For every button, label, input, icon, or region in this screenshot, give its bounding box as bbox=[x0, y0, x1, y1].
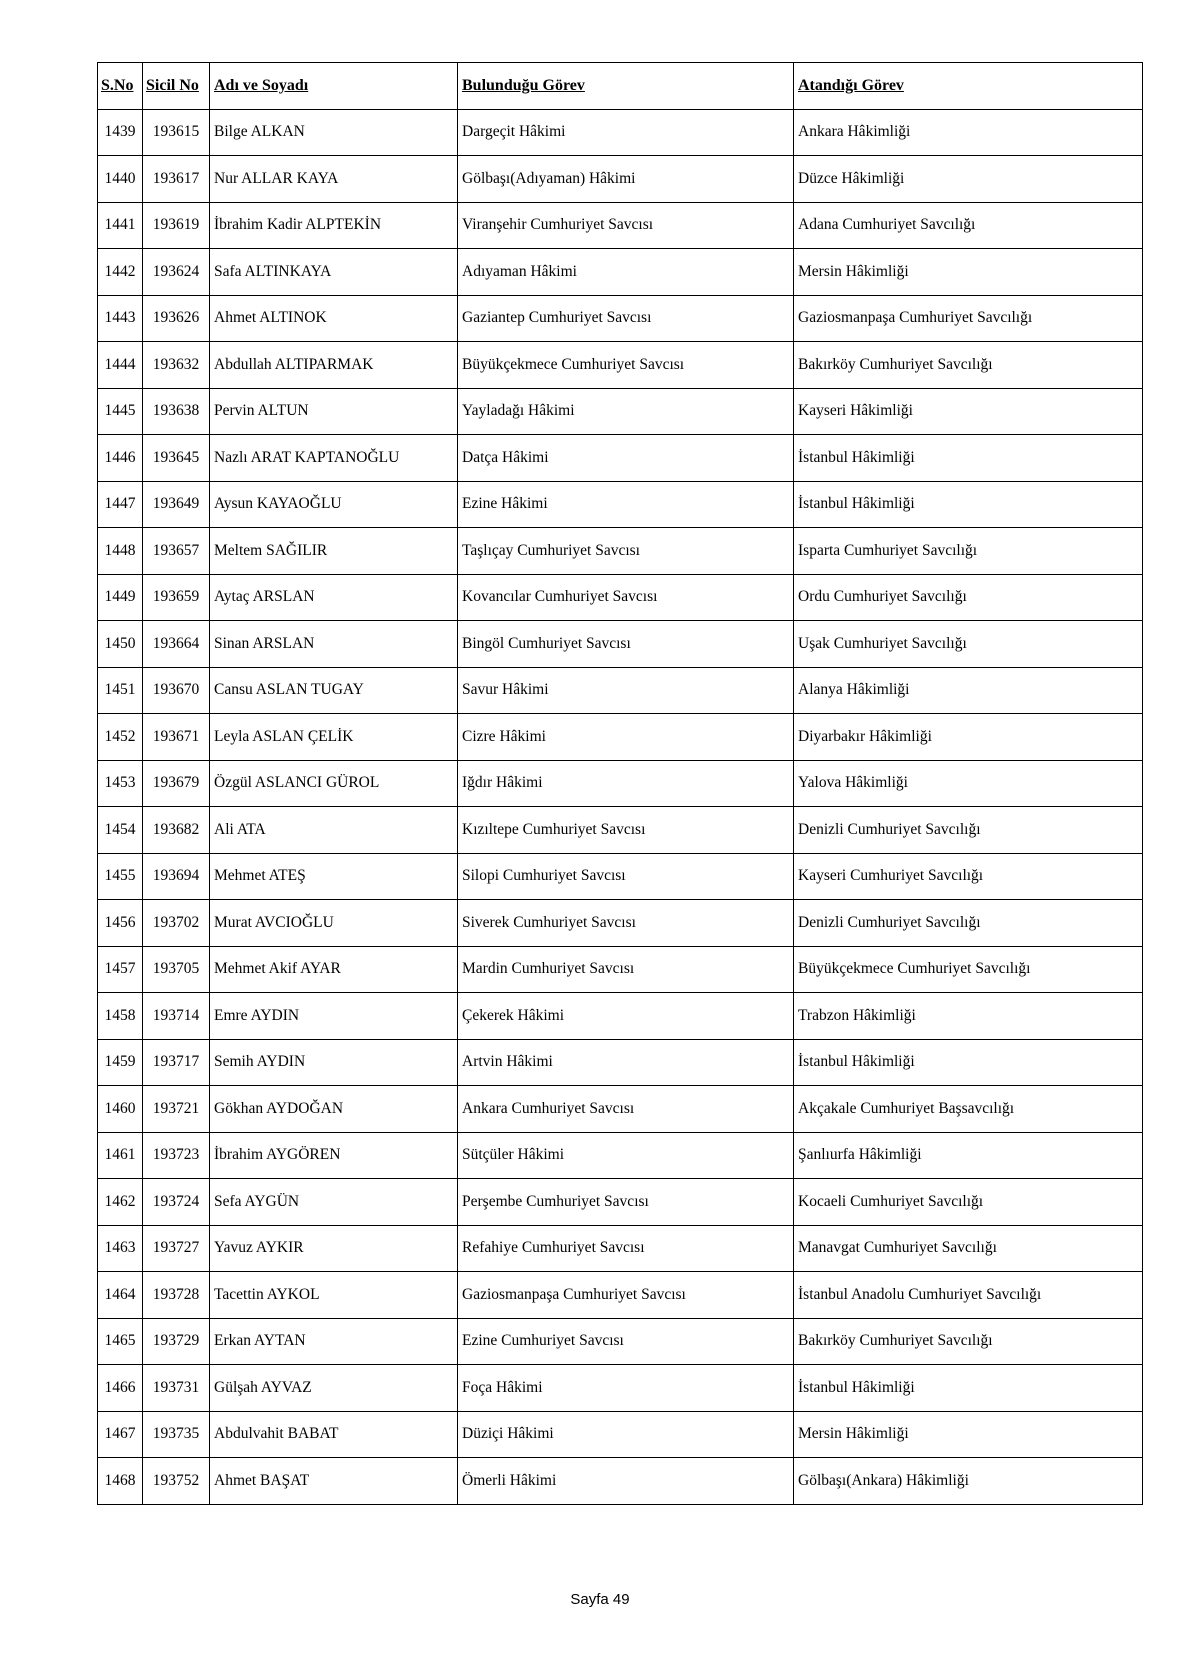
header-sno: S.No bbox=[98, 63, 143, 110]
cell-current-position: Kovancılar Cumhuriyet Savcısı bbox=[458, 574, 794, 621]
cell-current-position: Gaziosmanpaşa Cumhuriyet Savcısı bbox=[458, 1272, 794, 1319]
table-row bbox=[98, 156, 1143, 203]
cell-sicil-no: 193671 bbox=[143, 714, 210, 761]
cell-current-position: Mardin Cumhuriyet Savcısı bbox=[458, 946, 794, 993]
cell-sicil-no: 193657 bbox=[143, 528, 210, 575]
cell-current-position: Refahiye Cumhuriyet Savcısı bbox=[458, 1225, 794, 1272]
cell-assigned-position: Manavgat Cumhuriyet Savcılığı bbox=[794, 1225, 1143, 1272]
table-row bbox=[98, 1179, 1143, 1226]
cell-sicil-no: 193659 bbox=[143, 574, 210, 621]
cell-assigned-position: Bakırköy Cumhuriyet Savcılığı bbox=[794, 342, 1143, 389]
page-number: Sayfa 49 bbox=[570, 1591, 630, 1608]
table-row bbox=[98, 295, 1143, 342]
cell-sno: 1451 bbox=[98, 667, 143, 714]
cell-current-position: Bingöl Cumhuriyet Savcısı bbox=[458, 621, 794, 668]
table-row bbox=[98, 342, 1143, 389]
table-row bbox=[98, 1458, 1143, 1505]
table-row bbox=[98, 109, 1143, 156]
cell-name: Abdulvahit BABAT bbox=[210, 1411, 458, 1458]
cell-assigned-position: Trabzon Hâkimliği bbox=[794, 993, 1143, 1040]
cell-assigned-position: Uşak Cumhuriyet Savcılığı bbox=[794, 621, 1143, 668]
cell-assigned-position: Şanlıurfa Hâkimliği bbox=[794, 1132, 1143, 1179]
cell-name: Safa ALTINKAYA bbox=[210, 249, 458, 296]
cell-assigned-position: Mersin Hâkimliği bbox=[794, 1411, 1143, 1458]
table-row bbox=[98, 1225, 1143, 1272]
cell-sno: 1442 bbox=[98, 249, 143, 296]
cell-sno: 1454 bbox=[98, 807, 143, 854]
cell-name: Tacettin AYKOL bbox=[210, 1272, 458, 1319]
cell-sicil-no: 193721 bbox=[143, 1086, 210, 1133]
cell-sno: 1452 bbox=[98, 714, 143, 761]
cell-assigned-position: Denizli Cumhuriyet Savcılığı bbox=[794, 900, 1143, 947]
cell-current-position: Sütçüler Hâkimi bbox=[458, 1132, 794, 1179]
cell-name: Mehmet ATEŞ bbox=[210, 853, 458, 900]
cell-assigned-position: Denizli Cumhuriyet Savcılığı bbox=[794, 807, 1143, 854]
cell-current-position: Dargeçit Hâkimi bbox=[458, 109, 794, 156]
header-current-position: Bulunduğu Görev bbox=[458, 63, 794, 110]
cell-sno: 1440 bbox=[98, 156, 143, 203]
table-row bbox=[98, 1365, 1143, 1412]
cell-sno: 1459 bbox=[98, 1039, 143, 1086]
cell-assigned-position: İstanbul Hâkimliği bbox=[794, 481, 1143, 528]
cell-current-position: Büyükçekmece Cumhuriyet Savcısı bbox=[458, 342, 794, 389]
table-row bbox=[98, 435, 1143, 482]
cell-sicil-no: 193645 bbox=[143, 435, 210, 482]
cell-current-position: Silopi Cumhuriyet Savcısı bbox=[458, 853, 794, 900]
cell-assigned-position: Gölbaşı(Ankara) Hâkimliği bbox=[794, 1458, 1143, 1505]
cell-name: Bilge ALKAN bbox=[210, 109, 458, 156]
cell-assigned-position: Bakırköy Cumhuriyet Savcılığı bbox=[794, 1318, 1143, 1365]
cell-name: Erkan AYTAN bbox=[210, 1318, 458, 1365]
cell-sicil-no: 193717 bbox=[143, 1039, 210, 1086]
cell-assigned-position: İstanbul Anadolu Cumhuriyet Savcılığı bbox=[794, 1272, 1143, 1319]
cell-current-position: Düziçi Hâkimi bbox=[458, 1411, 794, 1458]
cell-sicil-no: 193728 bbox=[143, 1272, 210, 1319]
table-row bbox=[98, 900, 1143, 947]
cell-name: Emre AYDIN bbox=[210, 993, 458, 1040]
cell-current-position: Adıyaman Hâkimi bbox=[458, 249, 794, 296]
cell-sno: 1464 bbox=[98, 1272, 143, 1319]
cell-sno: 1439 bbox=[98, 109, 143, 156]
cell-current-position: Iğdır Hâkimi bbox=[458, 760, 794, 807]
table-header-row bbox=[98, 63, 1143, 110]
cell-name: Semih AYDIN bbox=[210, 1039, 458, 1086]
cell-assigned-position: Ordu Cumhuriyet Savcılığı bbox=[794, 574, 1143, 621]
cell-sicil-no: 193617 bbox=[143, 156, 210, 203]
cell-sicil-no: 193714 bbox=[143, 993, 210, 1040]
cell-sno: 1447 bbox=[98, 481, 143, 528]
cell-sno: 1463 bbox=[98, 1225, 143, 1272]
cell-current-position: Yayladağı Hâkimi bbox=[458, 388, 794, 435]
cell-name: Nazlı ARAT KAPTANOĞLU bbox=[210, 435, 458, 482]
cell-sicil-no: 193727 bbox=[143, 1225, 210, 1272]
table-body bbox=[98, 109, 1143, 1504]
cell-sicil-no: 193626 bbox=[143, 295, 210, 342]
cell-current-position: Ezine Cumhuriyet Savcısı bbox=[458, 1318, 794, 1365]
cell-assigned-position: İstanbul Hâkimliği bbox=[794, 1365, 1143, 1412]
cell-current-position: Perşembe Cumhuriyet Savcısı bbox=[458, 1179, 794, 1226]
cell-current-position: Gölbaşı(Adıyaman) Hâkimi bbox=[458, 156, 794, 203]
cell-current-position: Viranşehir Cumhuriyet Savcısı bbox=[458, 202, 794, 249]
cell-sicil-no: 193615 bbox=[143, 109, 210, 156]
cell-assigned-position: Alanya Hâkimliği bbox=[794, 667, 1143, 714]
cell-current-position: Kızıltepe Cumhuriyet Savcısı bbox=[458, 807, 794, 854]
cell-sno: 1458 bbox=[98, 993, 143, 1040]
cell-assigned-position: Ankara Hâkimliği bbox=[794, 109, 1143, 156]
cell-sno: 1441 bbox=[98, 202, 143, 249]
table-row bbox=[98, 621, 1143, 668]
cell-current-position: Ömerli Hâkimi bbox=[458, 1458, 794, 1505]
cell-assigned-position: Yalova Hâkimliği bbox=[794, 760, 1143, 807]
cell-assigned-position: Adana Cumhuriyet Savcılığı bbox=[794, 202, 1143, 249]
cell-current-position: Savur Hâkimi bbox=[458, 667, 794, 714]
table-row bbox=[98, 667, 1143, 714]
cell-name: Sefa AYGÜN bbox=[210, 1179, 458, 1226]
cell-sno: 1448 bbox=[98, 528, 143, 575]
cell-sno: 1449 bbox=[98, 574, 143, 621]
cell-assigned-position: Kayseri Cumhuriyet Savcılığı bbox=[794, 853, 1143, 900]
cell-sicil-no: 193638 bbox=[143, 388, 210, 435]
cell-sno: 1466 bbox=[98, 1365, 143, 1412]
cell-name: Ahmet BAŞAT bbox=[210, 1458, 458, 1505]
cell-sicil-no: 193619 bbox=[143, 202, 210, 249]
cell-name: Gülşah AYVAZ bbox=[210, 1365, 458, 1412]
cell-sicil-no: 193682 bbox=[143, 807, 210, 854]
table-row bbox=[98, 1039, 1143, 1086]
cell-sno: 1461 bbox=[98, 1132, 143, 1179]
cell-sno: 1443 bbox=[98, 295, 143, 342]
table-row bbox=[98, 1086, 1143, 1133]
cell-current-position: Datça Hâkimi bbox=[458, 435, 794, 482]
cell-assigned-position: İstanbul Hâkimliği bbox=[794, 435, 1143, 482]
cell-sicil-no: 193664 bbox=[143, 621, 210, 668]
table-row bbox=[98, 853, 1143, 900]
cell-sicil-no: 193729 bbox=[143, 1318, 210, 1365]
cell-current-position: Siverek Cumhuriyet Savcısı bbox=[458, 900, 794, 947]
cell-sicil-no: 193731 bbox=[143, 1365, 210, 1412]
cell-sno: 1460 bbox=[98, 1086, 143, 1133]
cell-current-position: Ezine Hâkimi bbox=[458, 481, 794, 528]
cell-sno: 1445 bbox=[98, 388, 143, 435]
cell-name: Cansu ASLAN TUGAY bbox=[210, 667, 458, 714]
cell-sicil-no: 193649 bbox=[143, 481, 210, 528]
cell-current-position: Ankara Cumhuriyet Savcısı bbox=[458, 1086, 794, 1133]
cell-assigned-position: Akçakale Cumhuriyet Başsavcılığı bbox=[794, 1086, 1143, 1133]
table-row bbox=[98, 528, 1143, 575]
cell-sicil-no: 193752 bbox=[143, 1458, 210, 1505]
cell-sicil-no: 193694 bbox=[143, 853, 210, 900]
cell-sno: 1455 bbox=[98, 853, 143, 900]
cell-sicil-no: 193735 bbox=[143, 1411, 210, 1458]
cell-assigned-position: Düzce Hâkimliği bbox=[794, 156, 1143, 203]
cell-current-position: Taşlıçay Cumhuriyet Savcısı bbox=[458, 528, 794, 575]
cell-name: Aysun KAYAOĞLU bbox=[210, 481, 458, 528]
cell-name: Aytaç ARSLAN bbox=[210, 574, 458, 621]
cell-sicil-no: 193670 bbox=[143, 667, 210, 714]
table-row bbox=[98, 1318, 1143, 1365]
table-row bbox=[98, 993, 1143, 1040]
table-row bbox=[98, 574, 1143, 621]
cell-sicil-no: 193723 bbox=[143, 1132, 210, 1179]
cell-name: Pervin ALTUN bbox=[210, 388, 458, 435]
cell-assigned-position: Kocaeli Cumhuriyet Savcılığı bbox=[794, 1179, 1143, 1226]
cell-name: Abdullah ALTIPARMAK bbox=[210, 342, 458, 389]
cell-name: Ali ATA bbox=[210, 807, 458, 854]
cell-assigned-position: Kayseri Hâkimliği bbox=[794, 388, 1143, 435]
cell-sno: 1456 bbox=[98, 900, 143, 947]
cell-sno: 1457 bbox=[98, 946, 143, 993]
table-row bbox=[98, 760, 1143, 807]
cell-current-position: Artvin Hâkimi bbox=[458, 1039, 794, 1086]
cell-name: İbrahim AYGÖREN bbox=[210, 1132, 458, 1179]
cell-assigned-position: Gaziosmanpaşa Cumhuriyet Savcılığı bbox=[794, 295, 1143, 342]
cell-assigned-position: Diyarbakır Hâkimliği bbox=[794, 714, 1143, 761]
cell-current-position: Cizre Hâkimi bbox=[458, 714, 794, 761]
cell-name: Leyla ASLAN ÇELİK bbox=[210, 714, 458, 761]
cell-current-position: Gaziantep Cumhuriyet Savcısı bbox=[458, 295, 794, 342]
cell-assigned-position: Isparta Cumhuriyet Savcılığı bbox=[794, 528, 1143, 575]
cell-name: Nur ALLAR KAYA bbox=[210, 156, 458, 203]
table-row bbox=[98, 481, 1143, 528]
cell-sno: 1467 bbox=[98, 1411, 143, 1458]
cell-sno: 1453 bbox=[98, 760, 143, 807]
table-row bbox=[98, 1411, 1143, 1458]
cell-name: Meltem SAĞILIR bbox=[210, 528, 458, 575]
cell-sno: 1465 bbox=[98, 1318, 143, 1365]
table-row bbox=[98, 388, 1143, 435]
cell-sicil-no: 193705 bbox=[143, 946, 210, 993]
cell-sno: 1444 bbox=[98, 342, 143, 389]
cell-name: İbrahim Kadir ALPTEKİN bbox=[210, 202, 458, 249]
header-name: Adı ve Soyadı bbox=[210, 63, 458, 110]
cell-sno: 1468 bbox=[98, 1458, 143, 1505]
header-sicil-no: Sicil No bbox=[143, 63, 210, 110]
table-row bbox=[98, 714, 1143, 761]
cell-name: Yavuz AYKIR bbox=[210, 1225, 458, 1272]
header-assigned-position: Atandığı Görev bbox=[794, 63, 1143, 110]
cell-assigned-position: Büyükçekmece Cumhuriyet Savcılığı bbox=[794, 946, 1143, 993]
assignment-table bbox=[97, 62, 1143, 1505]
cell-sno: 1446 bbox=[98, 435, 143, 482]
cell-sno: 1462 bbox=[98, 1179, 143, 1226]
cell-name: Mehmet Akif AYAR bbox=[210, 946, 458, 993]
cell-sicil-no: 193724 bbox=[143, 1179, 210, 1226]
table-row bbox=[98, 249, 1143, 296]
cell-name: Sinan ARSLAN bbox=[210, 621, 458, 668]
table-row bbox=[98, 202, 1143, 249]
cell-sicil-no: 193702 bbox=[143, 900, 210, 947]
cell-current-position: Çekerek Hâkimi bbox=[458, 993, 794, 1040]
table-row bbox=[98, 1132, 1143, 1179]
cell-sno: 1450 bbox=[98, 621, 143, 668]
cell-sicil-no: 193679 bbox=[143, 760, 210, 807]
cell-name: Gökhan AYDOĞAN bbox=[210, 1086, 458, 1133]
table-row bbox=[98, 807, 1143, 854]
table-row bbox=[98, 1272, 1143, 1319]
cell-name: Ahmet ALTINOK bbox=[210, 295, 458, 342]
cell-sicil-no: 193624 bbox=[143, 249, 210, 296]
cell-name: Özgül ASLANCI GÜROL bbox=[210, 760, 458, 807]
cell-current-position: Foça Hâkimi bbox=[458, 1365, 794, 1412]
cell-sicil-no: 193632 bbox=[143, 342, 210, 389]
table-row bbox=[98, 946, 1143, 993]
cell-assigned-position: İstanbul Hâkimliği bbox=[794, 1039, 1143, 1086]
cell-assigned-position: Mersin Hâkimliği bbox=[794, 249, 1143, 296]
cell-name: Murat AVCIOĞLU bbox=[210, 900, 458, 947]
